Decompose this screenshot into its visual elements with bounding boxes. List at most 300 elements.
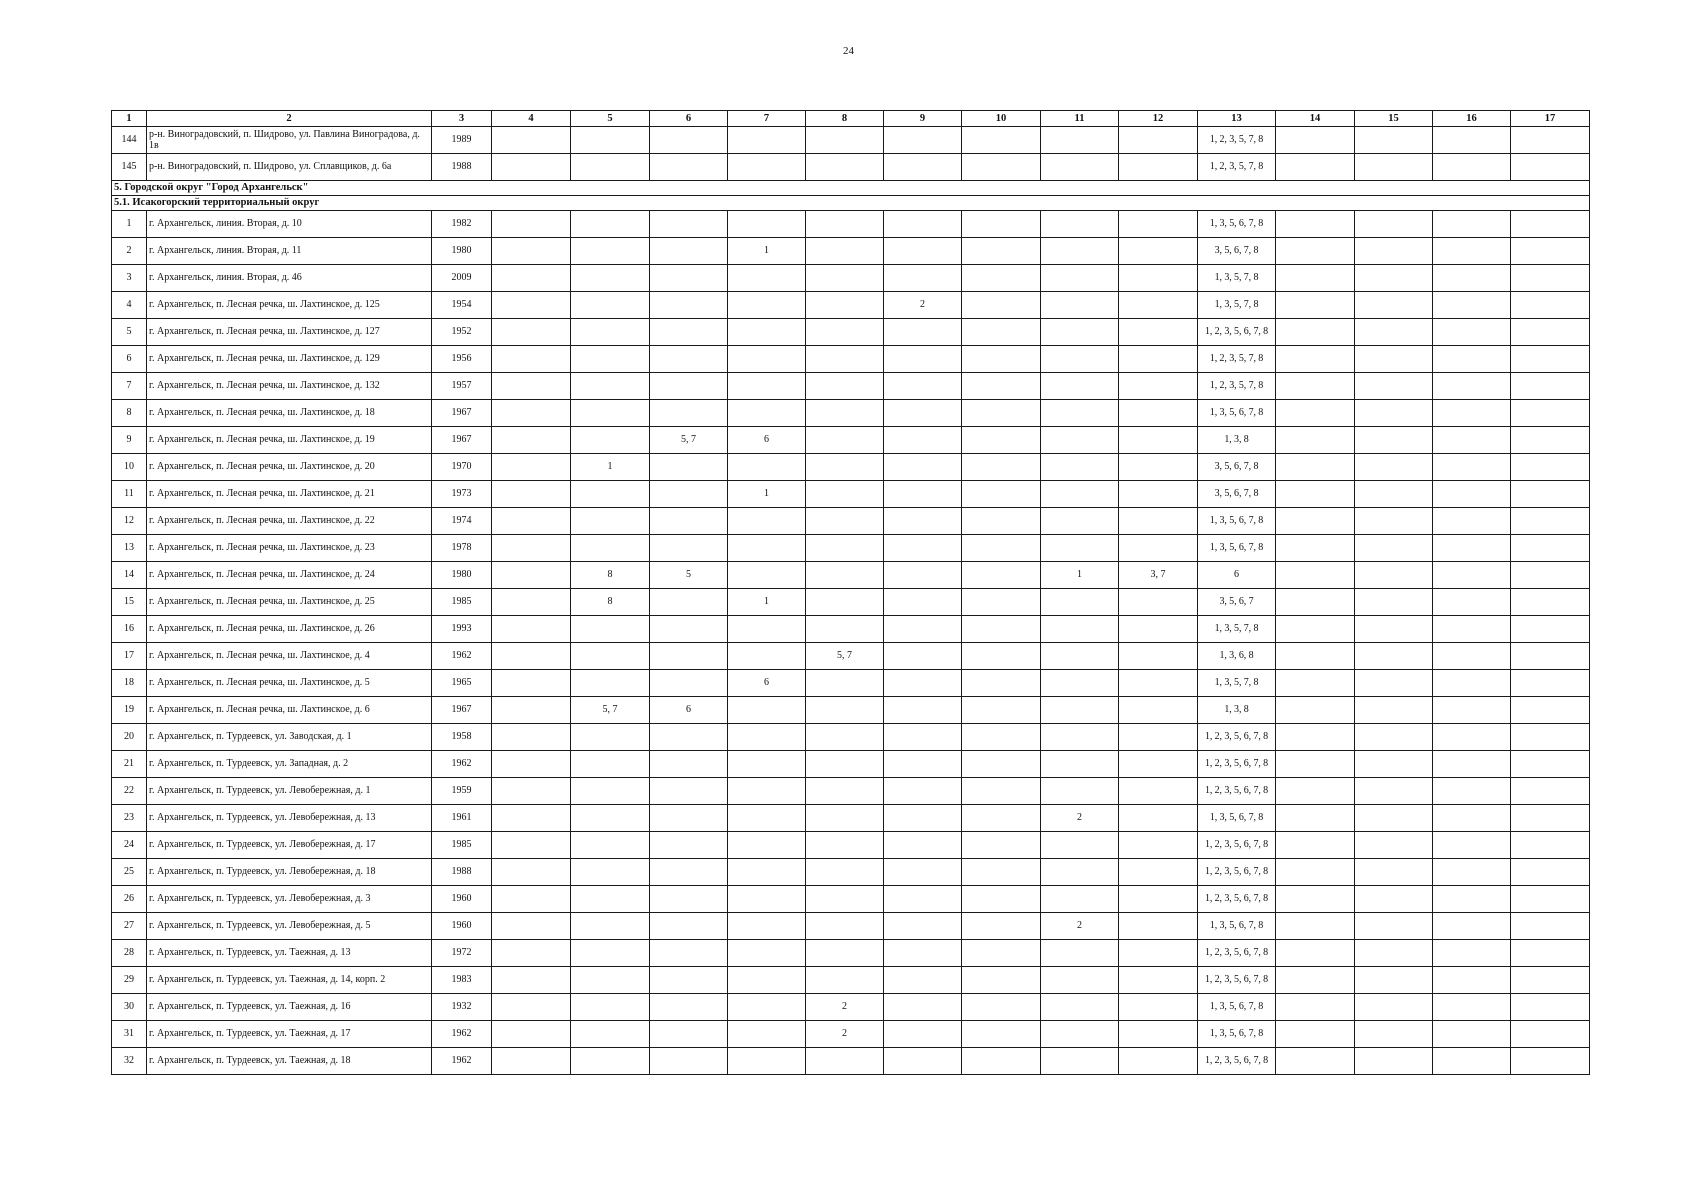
row-number: 13 [112, 535, 147, 562]
year-cell: 1957 [432, 373, 492, 400]
cell-col-10 [962, 940, 1041, 967]
table-row [112, 1021, 1590, 1048]
cell-col-7 [728, 859, 806, 886]
cell-col-7 [728, 346, 806, 373]
cell-col-17 [1511, 211, 1590, 238]
row-number: 145 [112, 154, 147, 181]
cell-col-9 [884, 562, 962, 589]
row-number: 30 [112, 994, 147, 1021]
cell-col-11 [1041, 697, 1119, 724]
cell-col-4 [492, 508, 571, 535]
cell-col-7 [728, 967, 806, 994]
cell-col-10 [962, 238, 1041, 265]
cell-col-12 [1119, 373, 1198, 400]
cell-col-9 [884, 616, 962, 643]
cell-col-11 [1041, 616, 1119, 643]
cell-col-4 [492, 616, 571, 643]
cell-col-15 [1355, 292, 1433, 319]
row-number: 31 [112, 1021, 147, 1048]
cell-col-8 [806, 886, 884, 913]
year-cell: 2009 [432, 265, 492, 292]
cell-col-5 [571, 832, 650, 859]
cell-col-15 [1355, 643, 1433, 670]
cell-col-16 [1433, 265, 1511, 292]
table-row [112, 400, 1590, 427]
cell-col-7 [728, 211, 806, 238]
table-row [112, 886, 1590, 913]
cell-col-14 [1276, 913, 1355, 940]
cell-col-16 [1433, 697, 1511, 724]
cell-col-10 [962, 1048, 1041, 1075]
address-cell: г. Архангельск, линия. Вторая, д. 11 [147, 238, 432, 265]
cell-col-14 [1276, 832, 1355, 859]
table-row [112, 913, 1590, 940]
cell-col-11 [1041, 724, 1119, 751]
cell-col-13: 1, 3, 8 [1198, 427, 1276, 454]
cell-col-15 [1355, 832, 1433, 859]
cell-col-14 [1276, 481, 1355, 508]
cell-col-10 [962, 454, 1041, 481]
table-row [112, 127, 1590, 154]
cell-col-17 [1511, 697, 1590, 724]
cell-col-10 [962, 373, 1041, 400]
cell-col-6 [650, 589, 728, 616]
cell-col-17 [1511, 886, 1590, 913]
cell-col-14 [1276, 127, 1355, 154]
cell-col-14 [1276, 400, 1355, 427]
address-cell: р-н. Виноградовский, п. Шидрово, ул. Сплавщиков, д. 6а [147, 154, 432, 181]
cell-col-11 [1041, 346, 1119, 373]
cell-col-11 [1041, 967, 1119, 994]
cell-col-16 [1433, 994, 1511, 1021]
cell-col-10 [962, 859, 1041, 886]
cell-col-11 [1041, 589, 1119, 616]
cell-col-9 [884, 670, 962, 697]
cell-col-11 [1041, 1021, 1119, 1048]
cell-col-17 [1511, 427, 1590, 454]
address-cell: г. Архангельск, п. Лесная речка, ш. Лахтинское, д. 25 [147, 589, 432, 616]
cell-col-10 [962, 751, 1041, 778]
cell-col-7 [728, 127, 806, 154]
row-number: 1 [112, 211, 147, 238]
cell-col-16 [1433, 940, 1511, 967]
cell-col-11 [1041, 238, 1119, 265]
cell-col-14 [1276, 643, 1355, 670]
cell-col-11 [1041, 154, 1119, 181]
address-cell: г. Архангельск, п. Турдеевск, ул. Таежная, д. 17 [147, 1021, 432, 1048]
cell-col-12 [1119, 1021, 1198, 1048]
cell-col-6 [650, 265, 728, 292]
cell-col-10 [962, 589, 1041, 616]
year-cell: 1959 [432, 778, 492, 805]
cell-col-13: 1, 2, 3, 5, 7, 8 [1198, 346, 1276, 373]
cell-col-4 [492, 751, 571, 778]
cell-col-6 [650, 805, 728, 832]
year-cell: 1961 [432, 805, 492, 832]
year-cell: 1988 [432, 154, 492, 181]
year-cell: 1978 [432, 535, 492, 562]
cell-col-4 [492, 238, 571, 265]
address-cell: г. Архангельск, п. Лесная речка, ш. Лахтинское, д. 24 [147, 562, 432, 589]
cell-col-8 [806, 805, 884, 832]
cell-col-7: 1 [728, 238, 806, 265]
cell-col-5: 8 [571, 562, 650, 589]
cell-col-13: 1, 2, 3, 5, 6, 7, 8 [1198, 778, 1276, 805]
cell-col-8: 2 [806, 1021, 884, 1048]
cell-col-17 [1511, 940, 1590, 967]
address-cell: г. Архангельск, п. Лесная речка, ш. Лахтинское, д. 18 [147, 400, 432, 427]
cell-col-17 [1511, 751, 1590, 778]
cell-col-11 [1041, 643, 1119, 670]
cell-col-5 [571, 616, 650, 643]
cell-col-8 [806, 481, 884, 508]
cell-col-10 [962, 400, 1041, 427]
cell-col-16 [1433, 292, 1511, 319]
cell-col-9 [884, 346, 962, 373]
year-cell: 1958 [432, 724, 492, 751]
table-row [112, 589, 1590, 616]
cell-col-12 [1119, 805, 1198, 832]
cell-col-11 [1041, 886, 1119, 913]
cell-col-6 [650, 724, 728, 751]
cell-col-12 [1119, 697, 1198, 724]
cell-col-6 [650, 454, 728, 481]
cell-col-9 [884, 751, 962, 778]
table-row [112, 481, 1590, 508]
column-header-2: 2 [147, 111, 432, 127]
cell-col-14 [1276, 454, 1355, 481]
table-row [112, 211, 1590, 238]
cell-col-16 [1433, 805, 1511, 832]
cell-col-13: 1, 2, 3, 5, 6, 7, 8 [1198, 859, 1276, 886]
address-cell: г. Архангельск, линия. Вторая, д. 10 [147, 211, 432, 238]
column-header-1: 1 [112, 111, 147, 127]
cell-col-11 [1041, 127, 1119, 154]
cell-col-9 [884, 400, 962, 427]
year-cell: 1985 [432, 832, 492, 859]
cell-col-5 [571, 508, 650, 535]
cell-col-17 [1511, 967, 1590, 994]
cell-col-10 [962, 994, 1041, 1021]
cell-col-17 [1511, 265, 1590, 292]
cell-col-10 [962, 967, 1041, 994]
cell-col-15 [1355, 454, 1433, 481]
row-number: 29 [112, 967, 147, 994]
table-row [112, 805, 1590, 832]
address-cell: г. Архангельск, п. Турдеевск, ул. Левобережная, д. 1 [147, 778, 432, 805]
cell-col-4 [492, 805, 571, 832]
row-number: 21 [112, 751, 147, 778]
cell-col-17 [1511, 346, 1590, 373]
cell-col-11 [1041, 1048, 1119, 1075]
column-header-11: 11 [1041, 111, 1119, 127]
year-cell: 1960 [432, 913, 492, 940]
cell-col-13: 1, 3, 5, 6, 7, 8 [1198, 400, 1276, 427]
cell-col-9 [884, 994, 962, 1021]
cell-col-6 [650, 859, 728, 886]
cell-col-15 [1355, 805, 1433, 832]
cell-col-15 [1355, 154, 1433, 181]
cell-col-9 [884, 778, 962, 805]
year-cell: 1980 [432, 562, 492, 589]
cell-col-14 [1276, 211, 1355, 238]
cell-col-11 [1041, 427, 1119, 454]
address-cell: г. Архангельск, п. Турдеевск, ул. Левобережная, д. 5 [147, 913, 432, 940]
cell-col-17 [1511, 292, 1590, 319]
cell-col-13: 1, 3, 5, 6, 7, 8 [1198, 508, 1276, 535]
cell-col-5 [571, 211, 650, 238]
cell-col-10 [962, 265, 1041, 292]
cell-col-4 [492, 535, 571, 562]
cell-col-7: 6 [728, 670, 806, 697]
cell-col-15 [1355, 211, 1433, 238]
cell-col-6 [650, 832, 728, 859]
cell-col-16 [1433, 211, 1511, 238]
address-cell: г. Архангельск, п. Лесная речка, ш. Лахтинское, д. 21 [147, 481, 432, 508]
row-number: 28 [112, 940, 147, 967]
cell-col-13: 1, 3, 5, 7, 8 [1198, 670, 1276, 697]
cell-col-8 [806, 724, 884, 751]
cell-col-10 [962, 319, 1041, 346]
cell-col-9 [884, 265, 962, 292]
cell-col-12 [1119, 535, 1198, 562]
cell-col-6 [650, 940, 728, 967]
cell-col-12 [1119, 913, 1198, 940]
cell-col-5 [571, 373, 650, 400]
year-cell: 1956 [432, 346, 492, 373]
cell-col-12 [1119, 211, 1198, 238]
cell-col-17 [1511, 859, 1590, 886]
cell-col-14 [1276, 1021, 1355, 1048]
cell-col-15 [1355, 859, 1433, 886]
cell-col-16 [1433, 127, 1511, 154]
cell-col-7 [728, 940, 806, 967]
cell-col-13: 1, 2, 3, 5, 6, 7, 8 [1198, 724, 1276, 751]
cell-col-13: 1, 3, 5, 6, 7, 8 [1198, 1021, 1276, 1048]
cell-col-12 [1119, 127, 1198, 154]
address-cell: г. Архангельск, п. Турдеевск, ул. Левобережная, д. 18 [147, 859, 432, 886]
cell-col-17 [1511, 724, 1590, 751]
section-title: 5. Городской округ "Город Архангельск" [112, 181, 1590, 196]
table-row [112, 616, 1590, 643]
column-header-8: 8 [806, 111, 884, 127]
cell-col-5: 8 [571, 589, 650, 616]
row-number: 22 [112, 778, 147, 805]
cell-col-10 [962, 832, 1041, 859]
cell-col-6 [650, 400, 728, 427]
cell-col-6: 5 [650, 562, 728, 589]
cell-col-14 [1276, 616, 1355, 643]
column-header-13: 13 [1198, 111, 1276, 127]
cell-col-9 [884, 319, 962, 346]
cell-col-9 [884, 967, 962, 994]
cell-col-13: 1, 2, 3, 5, 6, 7, 8 [1198, 886, 1276, 913]
cell-col-6 [650, 211, 728, 238]
cell-col-10 [962, 1021, 1041, 1048]
cell-col-6 [650, 346, 728, 373]
cell-col-14 [1276, 697, 1355, 724]
cell-col-8 [806, 373, 884, 400]
cell-col-11 [1041, 265, 1119, 292]
cell-col-8 [806, 670, 884, 697]
cell-col-4 [492, 292, 571, 319]
cell-col-4 [492, 994, 571, 1021]
cell-col-11 [1041, 535, 1119, 562]
cell-col-17 [1511, 373, 1590, 400]
address-cell: р-н. Виноградовский, п. Шидрово, ул. Павлина Виноградова, д. 1в [147, 127, 432, 154]
cell-col-17 [1511, 643, 1590, 670]
cell-col-8 [806, 832, 884, 859]
cell-col-7 [728, 454, 806, 481]
cell-col-5 [571, 751, 650, 778]
cell-col-12 [1119, 994, 1198, 1021]
cell-col-9 [884, 535, 962, 562]
table-row [112, 427, 1590, 454]
cell-col-5 [571, 127, 650, 154]
cell-col-11 [1041, 994, 1119, 1021]
cell-col-16 [1433, 832, 1511, 859]
cell-col-10 [962, 508, 1041, 535]
cell-col-12 [1119, 454, 1198, 481]
cell-col-17 [1511, 238, 1590, 265]
cell-col-7 [728, 535, 806, 562]
cell-col-14 [1276, 967, 1355, 994]
cell-col-8 [806, 913, 884, 940]
cell-col-14 [1276, 994, 1355, 1021]
cell-col-15 [1355, 1021, 1433, 1048]
cell-col-4 [492, 643, 571, 670]
cell-col-9 [884, 859, 962, 886]
cell-col-10 [962, 562, 1041, 589]
cell-col-7 [728, 643, 806, 670]
cell-col-4 [492, 562, 571, 589]
cell-col-4 [492, 319, 571, 346]
cell-col-8 [806, 535, 884, 562]
cell-col-6 [650, 292, 728, 319]
year-cell: 1982 [432, 211, 492, 238]
row-number: 144 [112, 127, 147, 154]
cell-col-4 [492, 1021, 571, 1048]
cell-col-14 [1276, 805, 1355, 832]
row-number: 16 [112, 616, 147, 643]
cell-col-15 [1355, 778, 1433, 805]
row-number: 3 [112, 265, 147, 292]
cell-col-12 [1119, 778, 1198, 805]
cell-col-17 [1511, 994, 1590, 1021]
cell-col-15 [1355, 127, 1433, 154]
cell-col-8 [806, 292, 884, 319]
cell-col-7 [728, 508, 806, 535]
cell-col-11 [1041, 832, 1119, 859]
table-row [112, 346, 1590, 373]
cell-col-9 [884, 805, 962, 832]
row-number: 7 [112, 373, 147, 400]
cell-col-11 [1041, 859, 1119, 886]
cell-col-4 [492, 832, 571, 859]
address-cell: г. Архангельск, п. Лесная речка, ш. Лахтинское, д. 127 [147, 319, 432, 346]
cell-col-6 [650, 886, 728, 913]
cell-col-7 [728, 616, 806, 643]
cell-col-12 [1119, 670, 1198, 697]
cell-col-15 [1355, 238, 1433, 265]
column-header-6: 6 [650, 111, 728, 127]
cell-col-15 [1355, 913, 1433, 940]
cell-col-8: 2 [806, 994, 884, 1021]
table-row [112, 265, 1590, 292]
address-cell: г. Архангельск, п. Лесная речка, ш. Лахтинское, д. 20 [147, 454, 432, 481]
cell-col-10 [962, 154, 1041, 181]
cell-col-15 [1355, 724, 1433, 751]
cell-col-8 [806, 211, 884, 238]
column-header-10: 10 [962, 111, 1041, 127]
cell-col-5 [571, 913, 650, 940]
table-row [112, 535, 1590, 562]
cell-col-7 [728, 292, 806, 319]
cell-col-5 [571, 805, 650, 832]
cell-col-12 [1119, 724, 1198, 751]
cell-col-13: 1, 2, 3, 5, 6, 7, 8 [1198, 319, 1276, 346]
cell-col-11 [1041, 940, 1119, 967]
cell-col-8 [806, 697, 884, 724]
cell-col-5 [571, 967, 650, 994]
cell-col-11 [1041, 454, 1119, 481]
cell-col-14 [1276, 940, 1355, 967]
cell-col-15 [1355, 373, 1433, 400]
cell-col-9 [884, 454, 962, 481]
cell-col-9 [884, 427, 962, 454]
cell-col-6 [650, 319, 728, 346]
cell-col-17 [1511, 913, 1590, 940]
cell-col-6 [650, 1048, 728, 1075]
column-header-14: 14 [1276, 111, 1355, 127]
row-number: 20 [112, 724, 147, 751]
cell-col-6 [650, 508, 728, 535]
table-row [112, 940, 1590, 967]
cell-col-6 [650, 913, 728, 940]
cell-col-16 [1433, 1048, 1511, 1075]
cell-col-15 [1355, 346, 1433, 373]
cell-col-16 [1433, 562, 1511, 589]
table-row [112, 238, 1590, 265]
cell-col-15 [1355, 562, 1433, 589]
cell-col-12 [1119, 1048, 1198, 1075]
cell-col-6 [650, 1021, 728, 1048]
cell-col-11 [1041, 778, 1119, 805]
cell-col-6 [650, 373, 728, 400]
cell-col-17 [1511, 319, 1590, 346]
cell-col-12 [1119, 238, 1198, 265]
cell-col-9 [884, 832, 962, 859]
cell-col-13: 1, 3, 5, 6, 7, 8 [1198, 913, 1276, 940]
address-cell: г. Архангельск, п. Турдеевск, ул. Таежная, д. 16 [147, 994, 432, 1021]
cell-col-14 [1276, 562, 1355, 589]
cell-col-13: 1, 3, 8 [1198, 697, 1276, 724]
cell-col-13: 1, 3, 5, 6, 7, 8 [1198, 535, 1276, 562]
cell-col-16 [1433, 346, 1511, 373]
cell-col-9 [884, 154, 962, 181]
cell-col-14 [1276, 1048, 1355, 1075]
cell-col-5 [571, 346, 650, 373]
cell-col-15 [1355, 751, 1433, 778]
cell-col-6 [650, 670, 728, 697]
cell-col-7 [728, 805, 806, 832]
row-number: 4 [112, 292, 147, 319]
row-number: 18 [112, 670, 147, 697]
cell-col-7 [728, 697, 806, 724]
year-cell: 1952 [432, 319, 492, 346]
cell-col-6 [650, 994, 728, 1021]
cell-col-16 [1433, 670, 1511, 697]
